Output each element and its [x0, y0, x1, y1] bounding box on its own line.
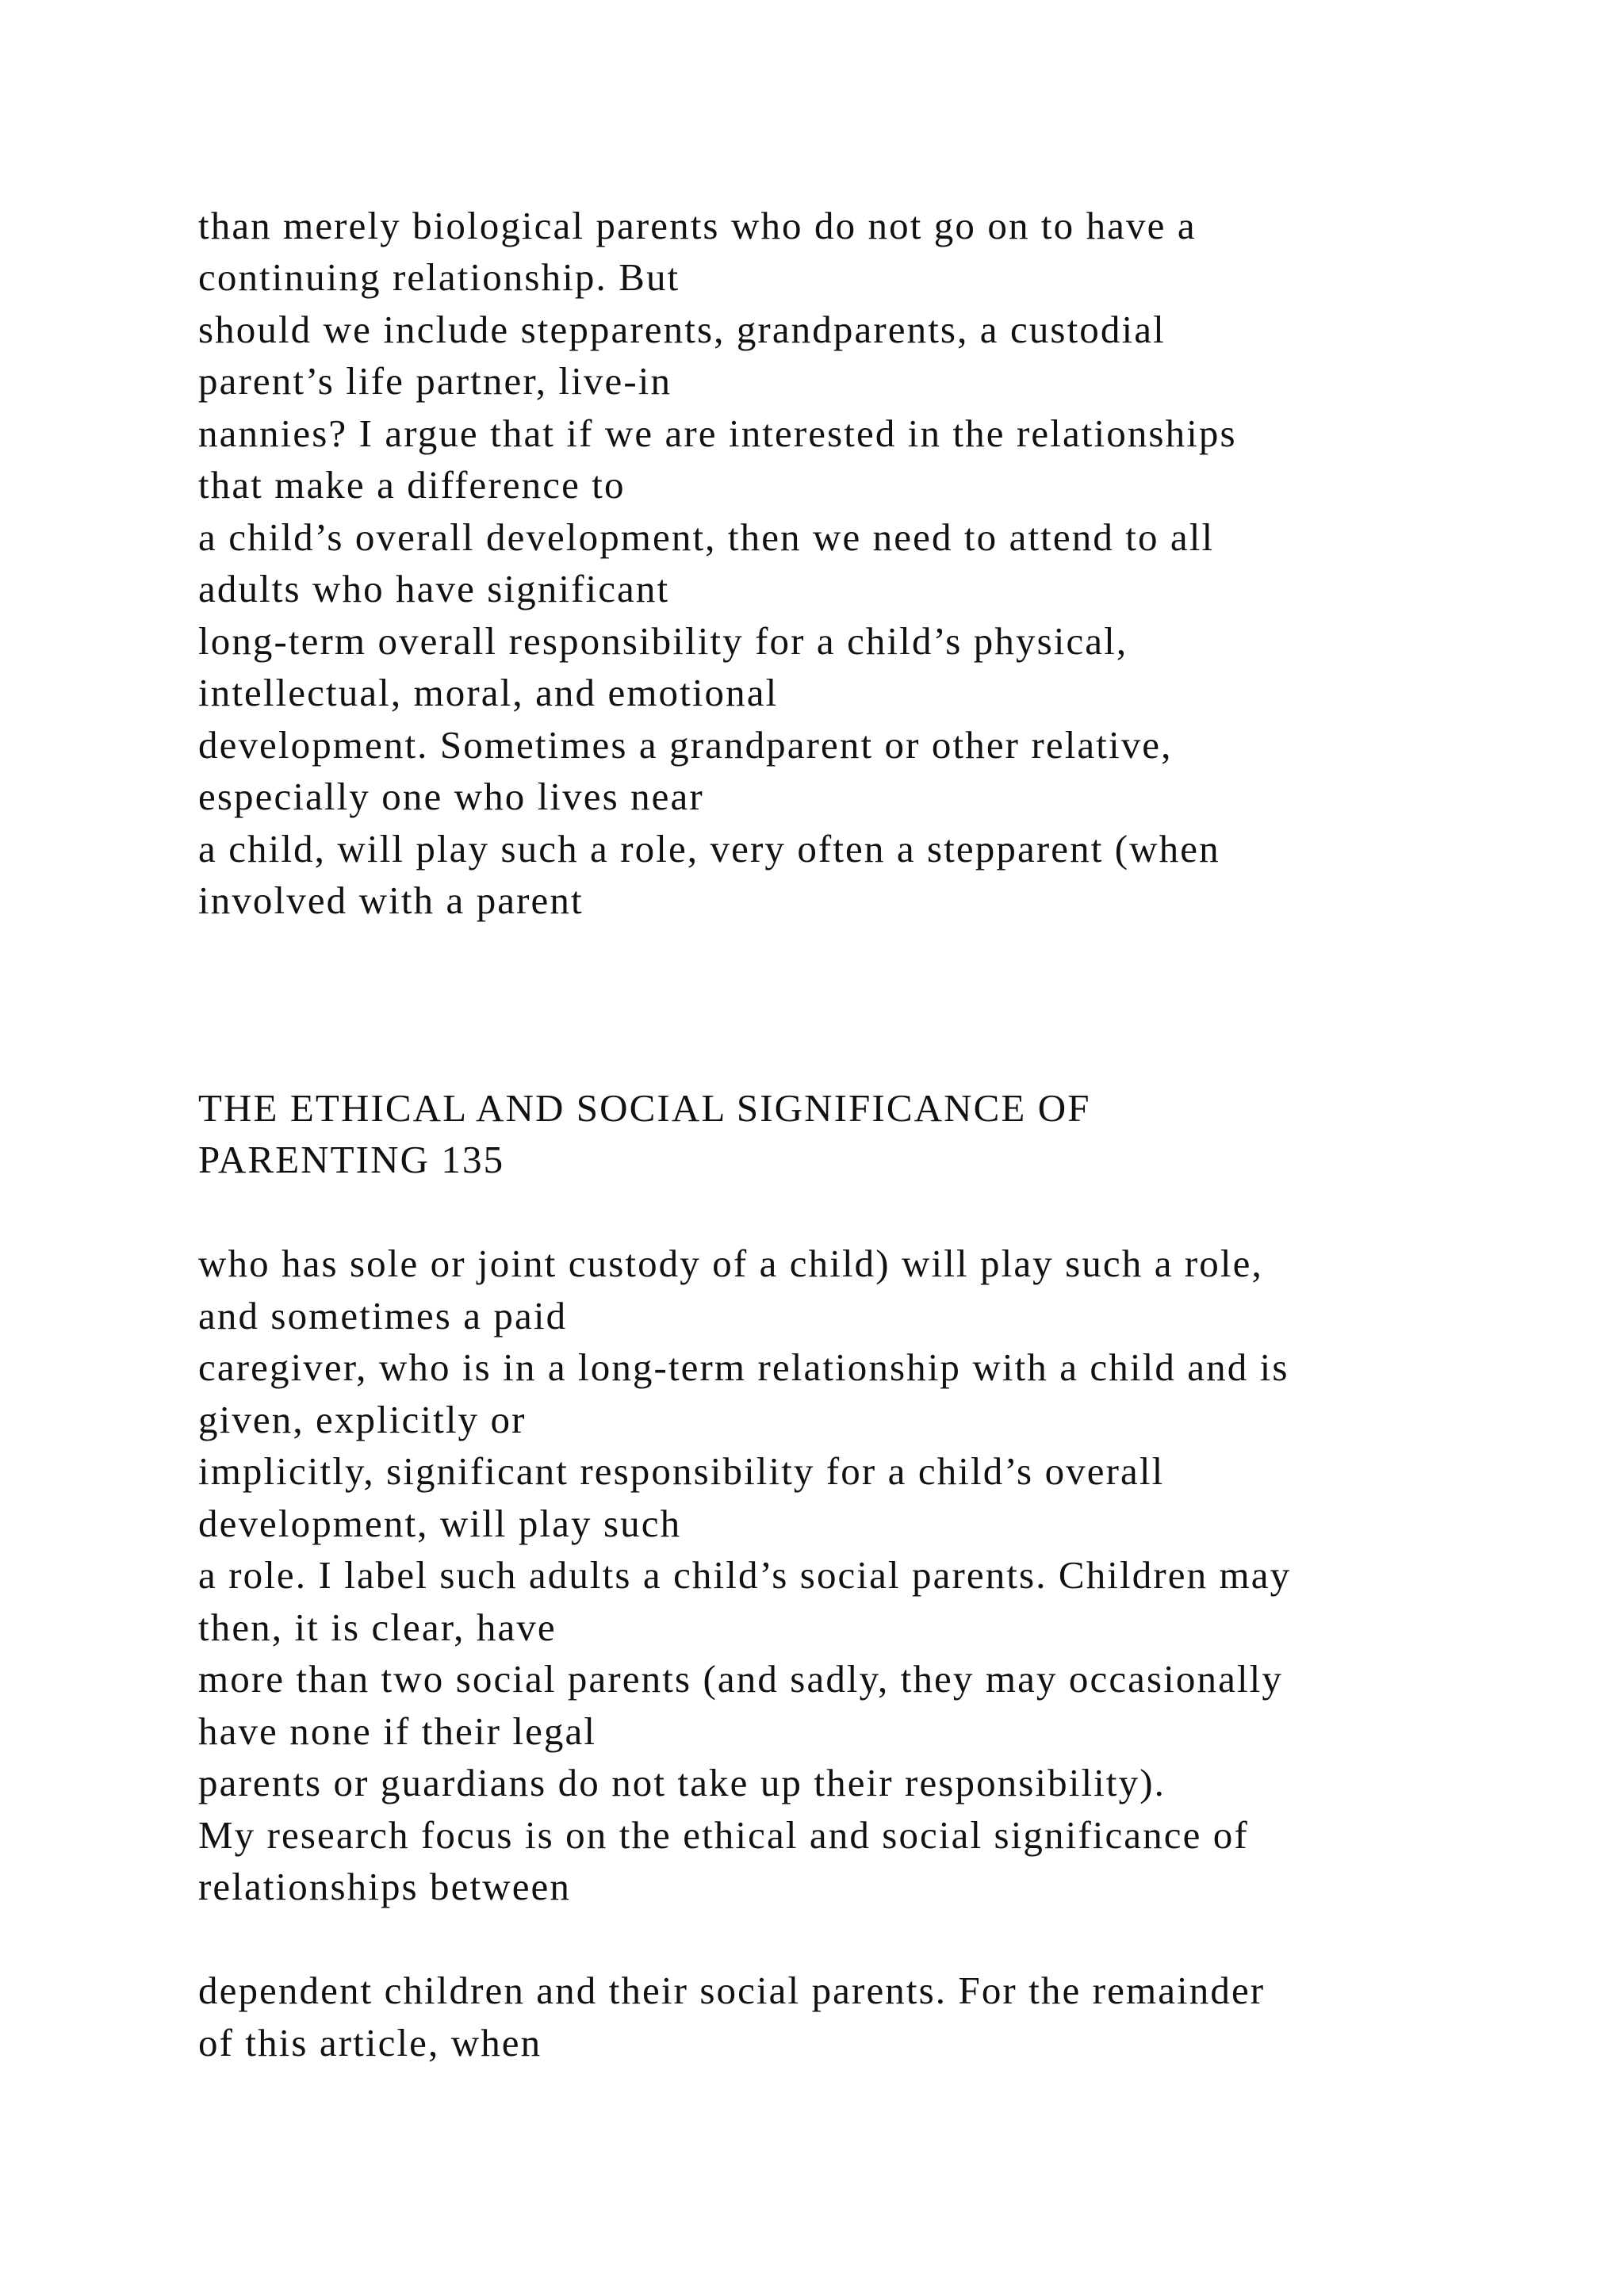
text-line: given, explicitly or	[198, 1398, 527, 1441]
text-line: a child, will play such a role, very often a stepparent (when	[198, 827, 1220, 871]
running-header: THE ETHICAL AND SOCIAL SIGNIFICANCE OF	[198, 1086, 1091, 1130]
text-line: of this article, when	[198, 2021, 542, 2064]
text-line: continuing relationship. But	[198, 255, 680, 299]
text-line: implicitly, significant responsibility for a child’s overall	[198, 1449, 1165, 1493]
text-line: caregiver, who is in a long-term relationship with a child and is	[198, 1345, 1289, 1389]
text-line: a role. I label such adults a child’s social parents. Children may	[198, 1553, 1292, 1597]
text-line: a child’s overall development, then we need to attend to all	[198, 515, 1215, 559]
text-line: parents or guardians do not take up their responsibility).	[198, 1761, 1166, 1804]
text-line: relationships between	[198, 1865, 572, 1908]
text-line: parent’s life partner, live-in	[198, 359, 672, 403]
text-line: development. Sometimes a grandparent or other relative,	[198, 723, 1173, 767]
text-line: more than two social parents (and sadly, they may occasionally	[198, 1657, 1283, 1701]
text-line: development, will play such	[198, 1502, 682, 1545]
text-line: dependent children and their social parents. For the remainder	[198, 1969, 1266, 2012]
text-line: nannies? I argue that if we are interested in the relationships	[198, 411, 1237, 455]
text-line: My research focus is on the ethical and social significance of	[198, 1813, 1249, 1857]
text-line: have none if their legal	[198, 1709, 597, 1753]
text-line: should we include stepparents, grandparents, a custodial	[198, 308, 1166, 351]
text-line: and sometimes a paid	[198, 1294, 568, 1337]
text-line: especially one who lives near	[198, 775, 704, 818]
text-line: who has sole or joint custody of a child) will play such a role,	[198, 1242, 1263, 1285]
text-line: intellectual, moral, and emotional	[198, 671, 779, 714]
text-line: adults who have significant	[198, 567, 670, 610]
text-line: then, it is clear, have	[198, 1605, 557, 1649]
running-header: PARENTING 135	[198, 1138, 505, 1181]
text-line: long-term overall responsibility for a child’s physical,	[198, 619, 1128, 663]
text-line: involved with a parent	[198, 878, 584, 922]
text-line: than merely biological parents who do not go on to have a	[198, 204, 1197, 247]
text-line: that make a difference to	[198, 463, 626, 507]
